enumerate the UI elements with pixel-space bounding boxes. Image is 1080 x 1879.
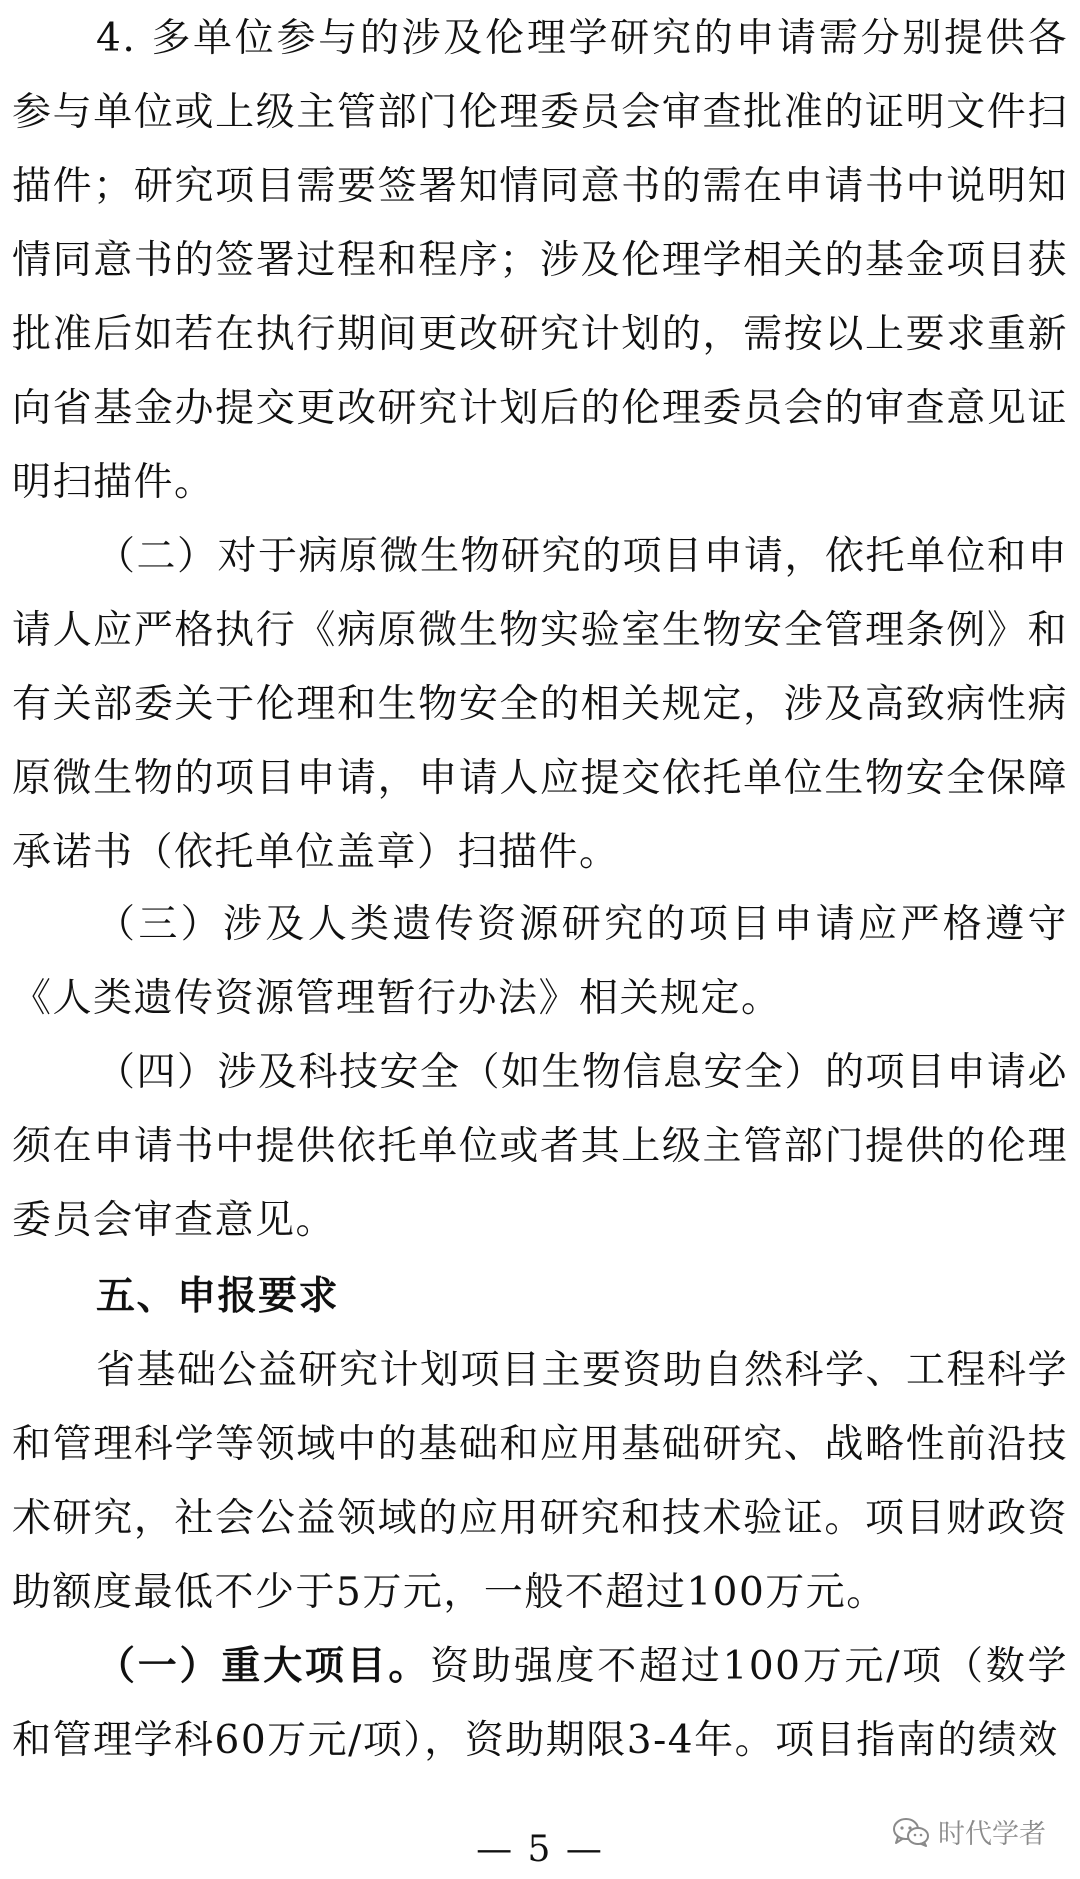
watermark-text: 时代学者	[938, 1819, 1046, 1850]
section-heading-application-requirements: 五、申报要求	[96, 1274, 340, 1319]
major-projects-text: 资助强度不超过100万元/项（数学和管理学科60万元/项），资助期限3-4年。项目指南的绩效	[12, 1644, 1068, 1763]
paragraph-ethics-multi-unit: 4. 多单位参与的涉及伦理学研究的申请需分别提供各参与单位或上级主管部门伦理委员会审查批准的证明文件扫描件；研究项目需要签署知情同意书的需在申请书中说明知情同意书的签署过程和程序；涉及伦理学相关的基金项目获批准后如若在执行期间更改研究计划的，需按以上要求重新向省基金办提交更改研究计划后的伦理委员会的审查意见证明扫描件。	[12, 16, 1068, 505]
paragraph-funding-overview: 省基础公益研究计划项目主要资助自然科学、工程科学和管理科学等领域中的基础和应用基础研究、战略性前沿技术研究，社会公益领域的应用研究和技术验证。项目财政资助额度最低不少于5万元，一般不超过100万元。	[12, 1348, 1069, 1615]
paragraph-major-projects	[12, 1630, 1068, 1778]
page-number: — 5 —	[476, 1829, 604, 1870]
wechat-icon	[892, 1817, 930, 1847]
watermark	[892, 1812, 1046, 1851]
document-page	[12, 0, 1068, 1879]
paragraph-genetic-resources: （三）涉及人类遗传资源研究的项目申请应严格遵守《人类遗传资源管理暂行办法》相关规定。	[12, 902, 1068, 1021]
major-projects-label: （一）重大项目。	[96, 1644, 431, 1689]
paragraph-pathogen-research: （二）对于病原微生物研究的项目申请，依托单位和申请人应严格执行《病原微生物实验室生物安全管理条例》和有关部委关于伦理和生物安全的相关规定，涉及高致病性病原微生物的项目申请，申请人应提交依托单位生物安全保障承诺书（依托单位盖章）扫描件。	[12, 534, 1069, 875]
paragraph-tech-security: （四）涉及科技安全（如生物信息安全）的项目申请必须在申请书中提供依托单位或者其上级主管部门提供的伦理委员会审查意见。	[12, 1050, 1069, 1243]
